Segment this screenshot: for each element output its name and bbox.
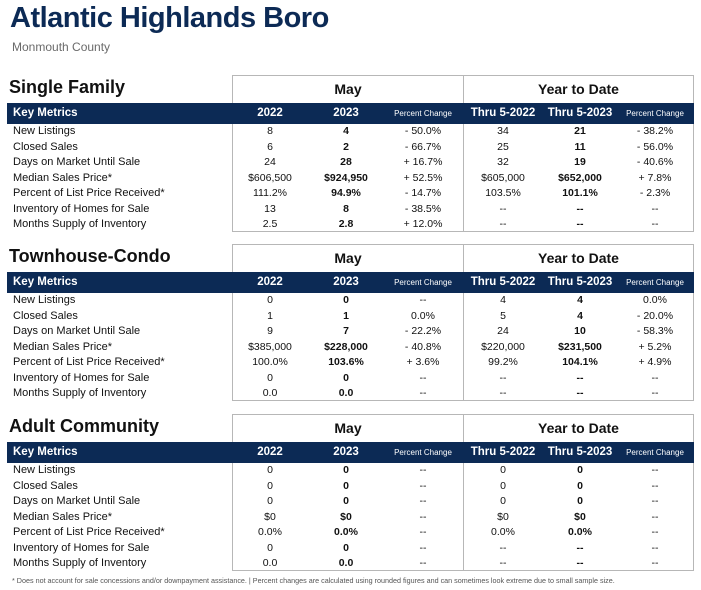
- ytd-2022-value: $605,000: [481, 171, 525, 184]
- ytd-2022-value: --: [499, 202, 507, 215]
- month-2023-value: 28: [340, 156, 352, 168]
- ytd-2023-value: 11: [574, 140, 586, 153]
- page-title: Atlantic Highlands Boro: [10, 2, 329, 34]
- ytd-2023-value: --: [576, 371, 584, 384]
- header-thru-2023: Thru 5-2023: [547, 107, 613, 119]
- section-adult-community: [7, 414, 694, 573]
- ytd-percent-change: 0.0%: [643, 294, 667, 306]
- metric-label: New Listings: [13, 125, 76, 137]
- month-2023-value: $924,950: [324, 171, 368, 184]
- ytd-2022-value: 4: [500, 294, 506, 306]
- month-2023-value: $0: [340, 510, 352, 523]
- metric-label: Days on Market Until Sale: [13, 495, 141, 507]
- month-2023-value: 8: [343, 202, 349, 215]
- ytd-2023-value: 0.0%: [568, 526, 592, 538]
- month-percent-change: --: [419, 479, 427, 492]
- ytd-percent-change: - 56.0%: [636, 140, 674, 153]
- ytd-2023-value: 0: [577, 479, 583, 492]
- metric-label: Days on Market Until Sale: [13, 156, 141, 168]
- ytd-2022-value: --: [499, 218, 507, 230]
- ytd-2022-value: 0: [500, 464, 506, 476]
- month-2023-value: 0: [343, 371, 349, 384]
- month-2022-value: $0: [264, 510, 276, 523]
- section-title: Townhouse-Condo: [9, 246, 171, 266]
- table-row: [7, 371, 694, 387]
- table-row: [7, 479, 694, 495]
- ytd-2022-value: 99.2%: [488, 356, 518, 368]
- table-row: [7, 494, 694, 510]
- month-percent-change: --: [419, 526, 427, 538]
- ytd-2022-value: 0.0%: [491, 526, 515, 538]
- month-percent-change: - 40.8%: [404, 340, 442, 353]
- table-row: [7, 124, 694, 140]
- metric-label: Closed Sales: [13, 479, 78, 492]
- footnote: * Does not account for sale concessions and/or downpayment assistance. | Percent changes are calculated using rounded figures and can sometimes look extreme due to small sample size.: [12, 576, 615, 585]
- metric-label: Median Sales Price*: [13, 171, 113, 184]
- month-percent-change: - 38.5%: [404, 202, 442, 215]
- ytd-2023-value: 10: [574, 325, 586, 337]
- header-ytd-percent-change: Percent Change: [626, 278, 684, 287]
- month-2023-value: 0.0: [338, 387, 354, 399]
- month-2022-value: $606,500: [248, 171, 292, 184]
- header-month-percent-change: Percent Change: [394, 278, 452, 287]
- table-body: [7, 293, 694, 402]
- table-row: [7, 340, 694, 356]
- month-2023-value: 0.0: [338, 557, 354, 569]
- ytd-group-header: Year to Date: [538, 81, 619, 97]
- header-2023: 2023: [333, 446, 359, 458]
- header-thru-2022: Thru 5-2022: [470, 446, 536, 458]
- header-month-percent-change: Percent Change: [394, 109, 452, 118]
- month-2022-value: 111.2%: [252, 187, 288, 199]
- header-thru-2022: Thru 5-2022: [470, 276, 536, 288]
- metric-label: Months Supply of Inventory: [13, 387, 147, 399]
- ytd-2023-value: 101.1%: [562, 187, 598, 199]
- metric-label: New Listings: [13, 464, 76, 476]
- table-body: [7, 124, 694, 233]
- ytd-percent-change: --: [651, 495, 659, 507]
- table-row: [7, 155, 694, 171]
- month-2022-value: 13: [264, 202, 276, 215]
- month-2022-value: 9: [267, 325, 273, 337]
- month-2023-value: 4: [343, 125, 349, 137]
- month-percent-change: 0.0%: [411, 309, 435, 322]
- ytd-percent-change: --: [651, 510, 659, 523]
- ytd-2023-value: 0: [577, 464, 583, 476]
- ytd-2023-value: --: [576, 557, 584, 569]
- metric-label: Months Supply of Inventory: [13, 218, 147, 230]
- header-2022: 2022: [257, 107, 283, 119]
- month-2022-value: 0.0: [262, 387, 278, 399]
- section-title: Single Family: [9, 77, 126, 97]
- month-2022-value: 1: [267, 309, 273, 322]
- month-group-header: May: [334, 81, 362, 97]
- ytd-group-header: Year to Date: [538, 420, 619, 436]
- month-percent-change: --: [419, 464, 427, 476]
- ytd-2023-value: 0: [577, 495, 583, 507]
- metric-label: Median Sales Price*: [13, 340, 113, 353]
- ytd-2023-value: --: [576, 202, 584, 215]
- month-percent-change: + 52.5%: [403, 171, 443, 184]
- ytd-2022-value: 34: [497, 125, 509, 137]
- section-single-family: [7, 75, 694, 234]
- ytd-percent-change: + 7.8%: [638, 171, 672, 184]
- month-2022-value: 0: [267, 464, 273, 476]
- ytd-2023-value: --: [576, 541, 584, 554]
- ytd-2022-value: 24: [497, 325, 509, 337]
- page-subtitle: Monmouth County: [12, 40, 111, 54]
- ytd-2023-value: 4: [577, 309, 583, 322]
- ytd-2023-value: 19: [574, 156, 586, 168]
- header-month-percent-change: Percent Change: [394, 448, 452, 457]
- ytd-2022-value: 0: [500, 479, 506, 492]
- month-2022-value: 0: [267, 495, 273, 507]
- header-2022: 2022: [257, 446, 283, 458]
- ytd-percent-change: - 40.6%: [636, 156, 674, 168]
- month-percent-change: - 22.2%: [404, 325, 442, 337]
- ytd-percent-change: + 4.9%: [638, 356, 672, 368]
- table-row: [7, 186, 694, 202]
- ytd-percent-change: - 2.3%: [639, 187, 671, 199]
- month-2023-value: 0: [343, 294, 349, 306]
- ytd-percent-change: - 38.2%: [636, 125, 674, 137]
- month-2022-value: 0: [267, 371, 273, 384]
- month-percent-change: + 16.7%: [403, 156, 443, 168]
- ytd-2023-value: $231,500: [558, 340, 602, 353]
- month-percent-change: --: [419, 294, 427, 306]
- month-percent-change: --: [419, 371, 427, 384]
- month-2022-value: 0: [267, 294, 273, 306]
- month-2022-value: $385,000: [248, 340, 292, 353]
- month-2022-value: 0: [267, 541, 273, 554]
- ytd-2022-value: --: [499, 557, 507, 569]
- ytd-2022-value: 32: [497, 156, 509, 168]
- metric-label: Percent of List Price Received*: [13, 356, 165, 368]
- month-percent-change: --: [419, 495, 427, 507]
- ytd-2022-value: --: [499, 387, 507, 399]
- month-percent-change: --: [419, 387, 427, 399]
- month-2023-value: 0: [343, 541, 349, 554]
- table-row: [7, 217, 694, 233]
- section-townhouse-condo: [7, 244, 694, 403]
- ytd-percent-change: --: [651, 371, 659, 384]
- month-2023-value: 0: [343, 479, 349, 492]
- month-2023-value: 2: [343, 140, 349, 153]
- metric-label: Closed Sales: [13, 309, 78, 322]
- ytd-percent-change: --: [651, 464, 659, 476]
- ytd-percent-change: - 20.0%: [636, 309, 674, 322]
- table-row: [7, 324, 694, 340]
- table-row: [7, 525, 694, 541]
- metric-label: Percent of List Price Received*: [13, 187, 165, 199]
- table-row: [7, 202, 694, 218]
- header-ytd-percent-change: Percent Change: [626, 448, 684, 457]
- month-percent-change: --: [419, 510, 427, 523]
- metric-label: Inventory of Homes for Sale: [13, 202, 150, 215]
- header-key-metrics: Key Metrics: [13, 276, 78, 288]
- month-2022-value: 6: [267, 140, 273, 153]
- ytd-percent-change: --: [651, 541, 659, 554]
- ytd-2023-value: $0: [574, 510, 586, 523]
- header-key-metrics: Key Metrics: [13, 107, 78, 119]
- month-2022-value: 0.0%: [258, 526, 282, 538]
- month-2023-value: 103.6%: [328, 356, 364, 368]
- ytd-2022-value: 5: [500, 309, 506, 322]
- month-percent-change: + 3.6%: [406, 356, 440, 368]
- ytd-percent-change: --: [651, 557, 659, 569]
- metric-label: Months Supply of Inventory: [13, 557, 147, 569]
- ytd-2022-value: $0: [497, 510, 509, 523]
- table-header: [7, 442, 694, 463]
- month-percent-change: --: [419, 557, 427, 569]
- header-thru-2023: Thru 5-2023: [547, 446, 613, 458]
- ytd-group-header: Year to Date: [538, 250, 619, 266]
- month-2023-value: 0: [343, 495, 349, 507]
- section-title: Adult Community: [9, 416, 159, 436]
- month-2022-value: 0.0: [262, 557, 278, 569]
- month-2022-value: 24: [264, 156, 276, 168]
- month-2023-value: 0: [343, 464, 349, 476]
- ytd-2023-value: --: [576, 218, 584, 230]
- month-2022-value: 8: [267, 125, 273, 137]
- metric-label: Inventory of Homes for Sale: [13, 371, 150, 384]
- ytd-2022-value: $220,000: [481, 340, 525, 353]
- ytd-2022-value: 103.5%: [485, 187, 521, 199]
- ytd-2023-value: 104.1%: [562, 356, 598, 368]
- ytd-percent-change: --: [651, 387, 659, 399]
- month-group-header: May: [334, 250, 362, 266]
- month-2023-value: 0.0%: [334, 526, 358, 538]
- month-2023-value: 1: [343, 309, 349, 322]
- header-thru-2023: Thru 5-2023: [547, 276, 613, 288]
- ytd-2022-value: --: [499, 371, 507, 384]
- header-2023: 2023: [333, 107, 359, 119]
- table-row: [7, 510, 694, 526]
- month-2022-value: 2.5: [262, 218, 278, 230]
- month-2022-value: 100.0%: [252, 356, 288, 368]
- table-body: [7, 463, 694, 572]
- ytd-percent-change: --: [651, 526, 659, 538]
- table-row: [7, 293, 694, 309]
- ytd-2022-value: --: [499, 541, 507, 554]
- month-2023-value: 7: [343, 325, 349, 337]
- metric-label: Percent of List Price Received*: [13, 526, 165, 538]
- table-row: [7, 463, 694, 479]
- ytd-percent-change: - 58.3%: [636, 325, 674, 337]
- ytd-2023-value: $652,000: [558, 171, 602, 184]
- table-row: [7, 386, 694, 402]
- table-header: [7, 272, 694, 293]
- ytd-2023-value: --: [576, 387, 584, 399]
- header-thru-2022: Thru 5-2022: [470, 107, 536, 119]
- table-row: [7, 556, 694, 572]
- month-percent-change: --: [419, 541, 427, 554]
- month-percent-change: - 66.7%: [404, 140, 442, 153]
- month-2023-value: 2.8: [338, 218, 354, 230]
- table-row: [7, 541, 694, 557]
- ytd-percent-change: --: [651, 479, 659, 492]
- ytd-percent-change: + 5.2%: [638, 340, 672, 353]
- table-row: [7, 355, 694, 371]
- table-header: [7, 103, 694, 124]
- ytd-percent-change: --: [651, 218, 659, 230]
- ytd-2022-value: 25: [497, 140, 509, 153]
- ytd-2023-value: 21: [574, 125, 586, 137]
- metric-label: Median Sales Price*: [13, 510, 113, 523]
- header-2022: 2022: [257, 276, 283, 288]
- metric-label: Closed Sales: [13, 140, 78, 153]
- table-row: [7, 171, 694, 187]
- month-group-header: May: [334, 420, 362, 436]
- header-2023: 2023: [333, 276, 359, 288]
- month-percent-change: + 12.0%: [403, 218, 443, 230]
- ytd-2023-value: 4: [577, 294, 583, 306]
- month-2023-value: 94.9%: [331, 187, 361, 199]
- ytd-2022-value: 0: [500, 495, 506, 507]
- ytd-percent-change: --: [651, 202, 659, 215]
- month-percent-change: - 50.0%: [404, 125, 442, 137]
- header-ytd-percent-change: Percent Change: [626, 109, 684, 118]
- month-2022-value: 0: [267, 479, 273, 492]
- header-key-metrics: Key Metrics: [13, 446, 78, 458]
- metric-label: Inventory of Homes for Sale: [13, 541, 150, 554]
- metric-label: New Listings: [13, 294, 76, 306]
- table-row: [7, 309, 694, 325]
- month-2023-value: $228,000: [324, 340, 368, 353]
- table-row: [7, 140, 694, 156]
- month-percent-change: - 14.7%: [404, 187, 442, 199]
- metric-label: Days on Market Until Sale: [13, 325, 141, 337]
